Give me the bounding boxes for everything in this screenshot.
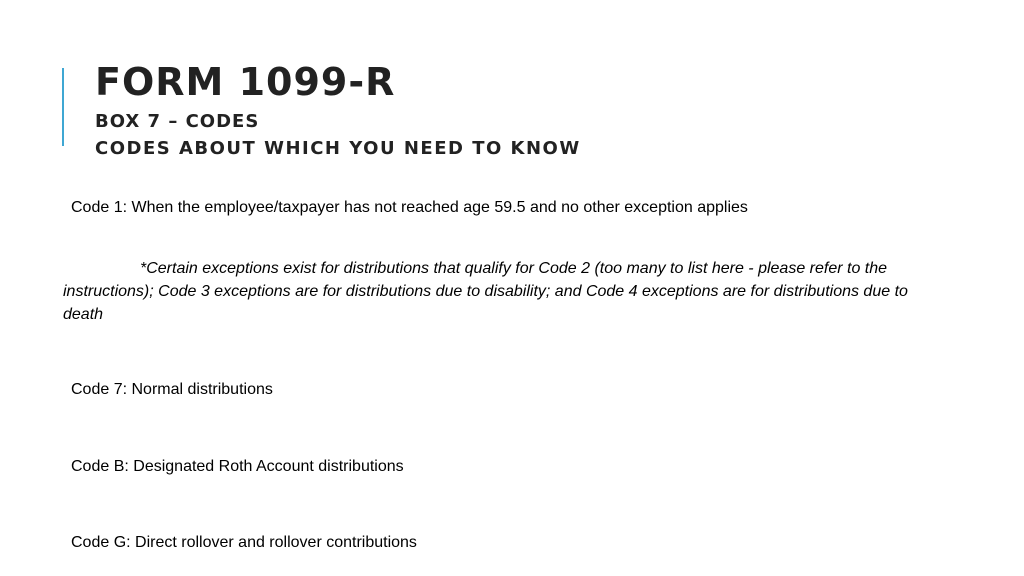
code-7-text: Code 7: Normal distributions <box>71 381 273 398</box>
code-g-text: Code G: Direct rollover and rollover contributions <box>71 534 417 551</box>
slide-title: FORM 1099-R <box>95 60 396 104</box>
title-accent-bar <box>62 68 64 146</box>
exceptions-note: *Certain exceptions exist for distributions that qualify for Code 2 (too many to list here - please refer to the instructions); Code 3 exceptions are for distributions due to disability; and Code 4 exceptions are for distributions due to death <box>63 260 908 323</box>
code-1-text: Code 1: When the employee/taxpayer has not reached age 59.5 and no other exception applies <box>71 199 748 216</box>
slide-subtitle: BOX 7 – CODES <box>95 111 260 132</box>
code-b-text: Code B: Designated Roth Account distributions <box>71 458 404 475</box>
slide-subheading: CODES ABOUT WHICH YOU NEED TO KNOW <box>95 138 581 159</box>
